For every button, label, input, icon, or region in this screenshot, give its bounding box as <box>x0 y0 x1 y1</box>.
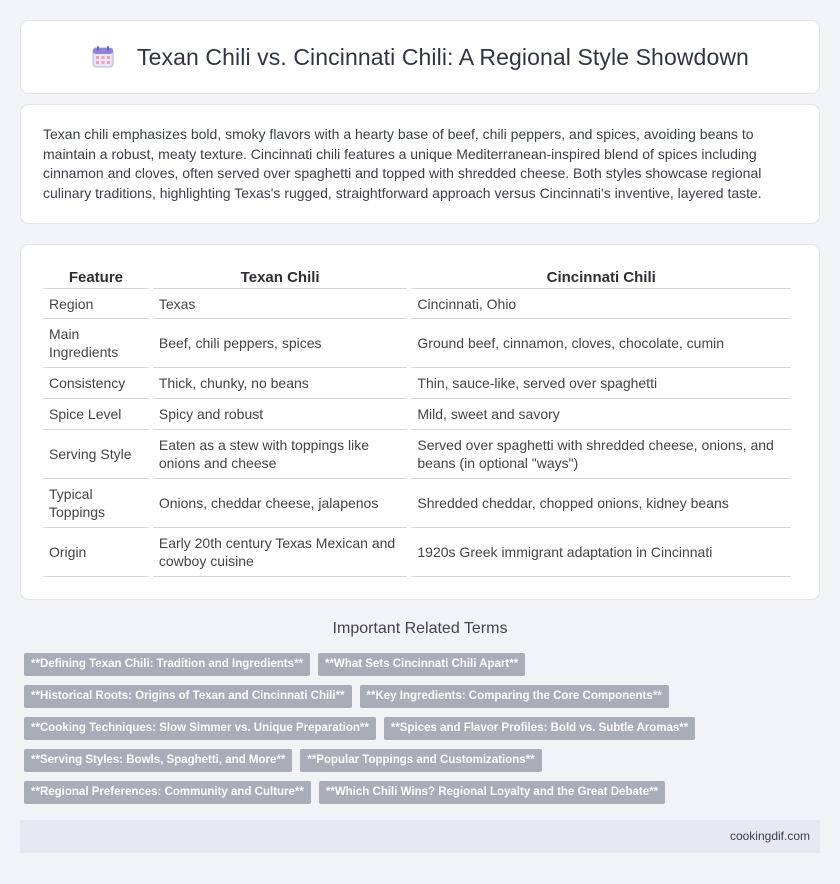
table-cell-feature: Serving Style <box>43 430 149 479</box>
table-cell-texan: Spicy and robust <box>153 399 408 430</box>
table-row <box>43 319 791 368</box>
table-row <box>43 528 791 577</box>
table-row <box>43 430 791 479</box>
related-term-tag[interactable]: **Spices and Flavor Profiles: Bold vs. Subtle Aromas** <box>384 717 695 740</box>
table-cell-feature: Typical Toppings <box>43 479 149 528</box>
table-cell-feature: Origin <box>43 528 149 577</box>
related-terms-title: Important Related Terms <box>332 620 508 637</box>
table-cell-texan: Onions, cheddar cheese, jalapenos <box>153 479 408 528</box>
table-cell-feature: Spice Level <box>43 399 149 430</box>
related-term-tag[interactable]: **Defining Texan Chili: Tradition and Ingredients** <box>24 653 310 676</box>
table-cell-texan: Early 20th century Texas Mexican and cowboy cuisine <box>153 528 408 577</box>
table-cell-cincinnati: Served over spaghetti with shredded cheese, onions, and beans (in optional "ways") <box>411 430 791 479</box>
table-cell-cincinnati: Thin, sauce-like, served over spaghetti <box>411 368 791 399</box>
table-cell-texan: Beef, chili peppers, spices <box>153 319 408 368</box>
related-term-tag[interactable]: **Popular Toppings and Customizations** <box>300 749 541 772</box>
calendar-icon <box>91 45 115 69</box>
table-row <box>43 289 791 319</box>
intro-paragraph: Texan chili emphasizes bold, smoky flavors with a hearty base of beef, chili peppers, and spices, avoiding beans to maintain a robust, meaty texture. Cincinnati chili features a unique Mediterranean-inspired blend of spices including cinnamon and cloves, often served over spaghetti and topped with shredded cheese. Both styles showcase regional culinary traditions, highlighting Texas's rugged, straightforward approach versus Cincinnati's inventive, layered taste. <box>43 126 762 201</box>
footer-bar <box>20 820 820 853</box>
table-cell-cincinnati: Ground beef, cinnamon, cloves, chocolate, cumin <box>411 319 791 368</box>
related-term-tag[interactable]: **Regional Preferences: Community and Culture** <box>24 781 311 804</box>
header-texan: Texan Chili <box>153 265 408 289</box>
related-terms-list <box>24 653 804 813</box>
table-cell-texan: Thick, chunky, no beans <box>153 368 408 399</box>
related-term-tag[interactable]: **Historical Roots: Origins of Texan and Cincinnati Chili** <box>24 685 352 708</box>
table-cell-feature: Consistency <box>43 368 149 399</box>
table-header-row <box>43 265 791 289</box>
related-term-tag[interactable]: **Which Chili Wins? Regional Loyalty and the Great Debate** <box>319 781 665 804</box>
table-cell-feature: Main Ingredients <box>43 319 149 368</box>
page-title: Texan Chili vs. Cincinnati Chili: A Regional Style Showdown <box>137 43 749 70</box>
comparison-table-card <box>20 244 820 600</box>
table-cell-texan: Texas <box>153 289 408 319</box>
table-cell-cincinnati: Shredded cheddar, chopped onions, kidney beans <box>411 479 791 528</box>
related-term-tag[interactable]: **Serving Styles: Bowls, Spaghetti, and More** <box>24 749 292 772</box>
related-term-tag[interactable]: **What Sets Cincinnati Chili Apart** <box>318 653 525 676</box>
header-cincinnati: Cincinnati Chili <box>411 265 791 289</box>
table-cell-feature: Region <box>43 289 149 319</box>
header-feature: Feature <box>43 265 149 289</box>
comparison-table <box>39 265 795 577</box>
intro-card <box>20 104 820 224</box>
related-term-tag[interactable]: **Cooking Techniques: Slow Simmer vs. Unique Preparation** <box>24 717 376 740</box>
footer-site-link[interactable]: cookingdif.com <box>729 829 810 843</box>
table-row <box>43 479 791 528</box>
table-row <box>43 399 791 430</box>
table-cell-texan: Eaten as a stew with toppings like onions and cheese <box>153 430 408 479</box>
table-row <box>43 368 791 399</box>
related-term-tag[interactable]: **Key Ingredients: Comparing the Core Components** <box>360 685 669 708</box>
table-cell-cincinnati: Cincinnati, Ohio <box>411 289 791 319</box>
header-card <box>20 20 820 94</box>
table-cell-cincinnati: Mild, sweet and savory <box>411 399 791 430</box>
table-cell-cincinnati: 1920s Greek immigrant adaptation in Cincinnati <box>411 528 791 577</box>
